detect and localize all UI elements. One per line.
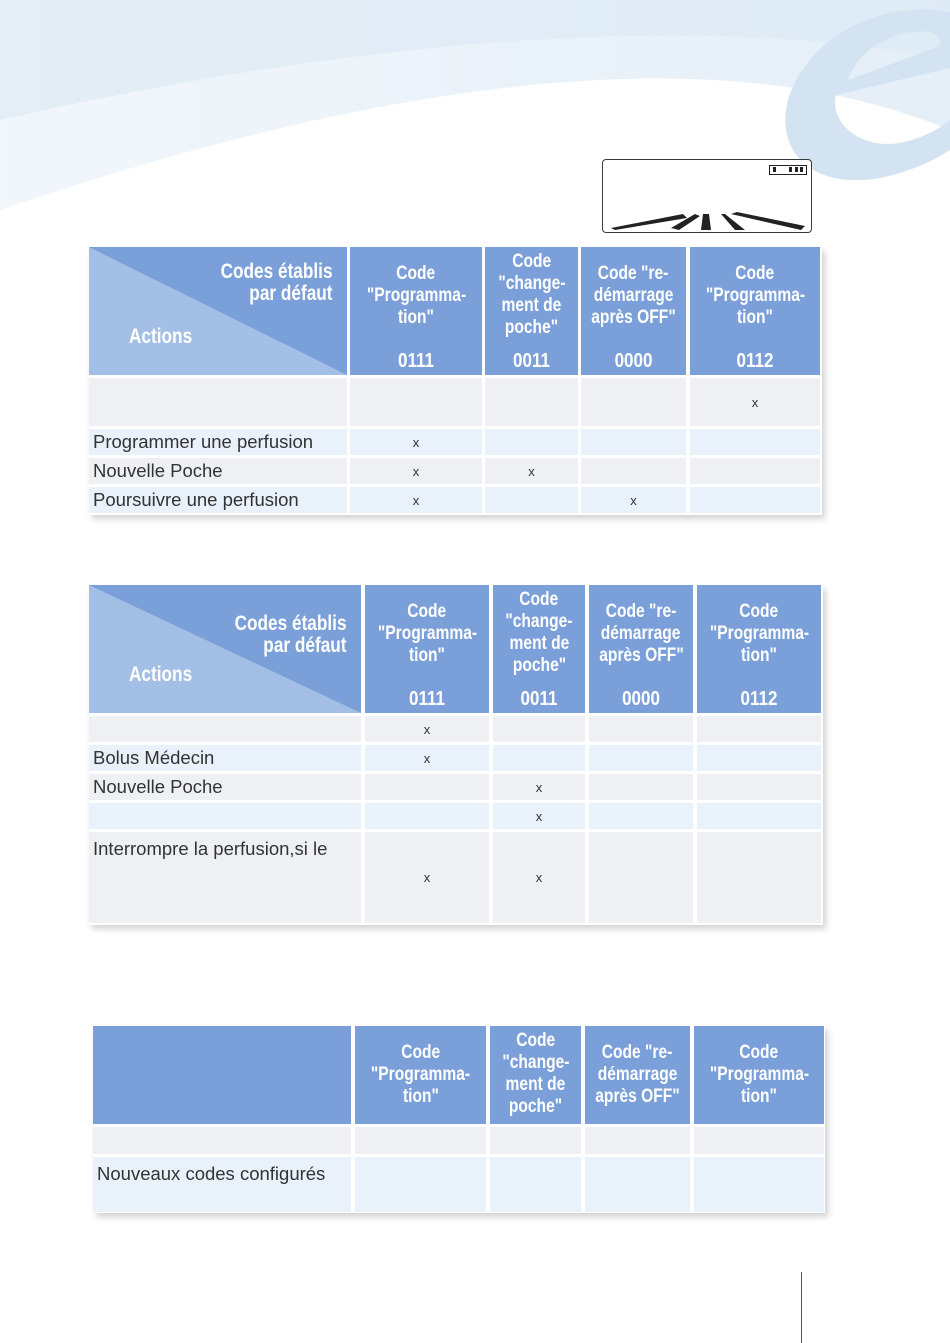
table1-row3-mark	[485, 487, 578, 513]
table3-row0-cell	[585, 1127, 690, 1154]
table1-row3-mark: x	[350, 487, 482, 513]
corner-actions-label: Actions	[129, 325, 193, 348]
table2-row3-mark	[589, 803, 693, 829]
table1-header-col3: Code "re- démarrage après OFF" 0000	[581, 247, 686, 375]
table1-row3-mark	[690, 487, 820, 513]
table2-row4-mark	[589, 832, 693, 923]
road-graphic	[603, 160, 810, 231]
table2-row1-mark	[589, 745, 693, 771]
table1-row1-mark: x	[350, 429, 482, 455]
table3-row0-cell	[490, 1127, 581, 1154]
table1-row0-mark	[581, 378, 686, 426]
table3-corner-header	[93, 1026, 351, 1124]
corner-title-line2: par défaut	[249, 282, 333, 305]
corner-title-line2: par défaut	[263, 634, 347, 657]
table1-header-col4: Code "Programma- tion" 0112	[690, 247, 820, 375]
table1-row1-action: Programmer une perfusion	[89, 429, 347, 455]
table2-row4-mark: x	[365, 832, 489, 923]
table1-row2-action: Nouvelle Poche	[89, 458, 347, 484]
table2-row0-mark	[493, 716, 585, 742]
table1-header-col2: Code "change- ment de poche" 0011	[485, 247, 578, 375]
table2-row3-mark	[365, 803, 489, 829]
table2-row1-mark: x	[365, 745, 489, 771]
code-value: 0011	[513, 350, 550, 372]
table2-corner-header	[89, 585, 361, 713]
table2-row2-mark	[589, 774, 693, 800]
table2-row3-mark	[697, 803, 821, 829]
table2-header-col1: Code "Programma- tion" 0111	[365, 585, 489, 713]
corner-title-line1: Codes établis	[235, 612, 347, 635]
table1-row0-mark: x	[690, 378, 820, 426]
table2-row4-mark	[697, 832, 821, 923]
table3-header-col4: Code "Programma- tion"	[694, 1026, 824, 1124]
table2-row2-action: Nouvelle Poche	[89, 774, 361, 800]
table2-row2-mark: x	[493, 774, 585, 800]
table2-row4-action: Interrompre la perfusion,si le	[89, 832, 361, 923]
table2-row0-action	[89, 716, 361, 742]
table3-row0-cell	[694, 1127, 824, 1154]
code-value: 0011	[520, 688, 558, 710]
table2-row1-mark	[697, 745, 821, 771]
table2-row3-action	[89, 803, 361, 829]
table1-corner-header	[89, 247, 347, 375]
table2-row4-mark: x	[493, 832, 585, 923]
table3-row1-cell	[490, 1157, 581, 1212]
code-value: 0112	[740, 688, 778, 710]
table2-row2-mark	[697, 774, 821, 800]
table2-header-col3: Code "re- démarrage après OFF" 0000	[589, 585, 693, 713]
table2-row2-mark	[365, 774, 489, 800]
code-value: 0000	[622, 688, 660, 710]
table1-row0-mark	[350, 378, 482, 426]
table2-header-col2: Code "change- ment de poche" 0011	[493, 585, 585, 713]
table1-row2-mark	[581, 458, 686, 484]
footer-divider	[801, 1272, 802, 1343]
corner-title-line1: Codes établis	[221, 260, 333, 283]
table2-row3-mark: x	[493, 803, 585, 829]
corner-actions-label: Actions	[129, 663, 193, 686]
table2-row0-mark: x	[365, 716, 489, 742]
table1-row2-mark: x	[350, 458, 482, 484]
code-value: 0111	[398, 350, 434, 372]
table2-row1-mark	[493, 745, 585, 771]
table1-row2-mark: x	[485, 458, 578, 484]
code-value: 0111	[409, 688, 445, 710]
table3-header-col1: Code "Programma- tion"	[355, 1026, 486, 1124]
table1-row3-action: Poursuivre une perfusion	[89, 487, 347, 513]
table3-row1-cell	[694, 1157, 824, 1212]
table2-row0-mark	[697, 716, 821, 742]
table3-header-col3: Code "re- démarrage après OFF"	[585, 1026, 690, 1124]
device-screen-icon	[602, 159, 812, 233]
table2-row0-mark	[589, 716, 693, 742]
table3-row0-action	[93, 1127, 351, 1154]
table3-row1-cell	[355, 1157, 486, 1212]
table3-row1-cell	[585, 1157, 690, 1212]
table1-row3-mark: x	[581, 487, 686, 513]
table1-row1-mark	[485, 429, 578, 455]
table1-row0-action	[89, 378, 347, 426]
table1-row2-mark	[690, 458, 820, 484]
table1-header-col1: Code "Programma- tion" 0111	[350, 247, 482, 375]
table3-row0-cell	[355, 1127, 486, 1154]
table1-row1-mark	[581, 429, 686, 455]
table1-row0-mark	[485, 378, 578, 426]
table2-row1-action: Bolus Médecin	[89, 745, 361, 771]
table1-row1-mark	[690, 429, 820, 455]
code-value: 0000	[614, 350, 653, 372]
table3-row1-action: Nouveaux codes configurés	[93, 1157, 351, 1212]
table2-header-col4: Code "Programma- tion" 0112	[697, 585, 821, 713]
table3-header-col2: Code "change- ment de poche"	[490, 1026, 581, 1124]
code-value: 0112	[736, 350, 774, 372]
